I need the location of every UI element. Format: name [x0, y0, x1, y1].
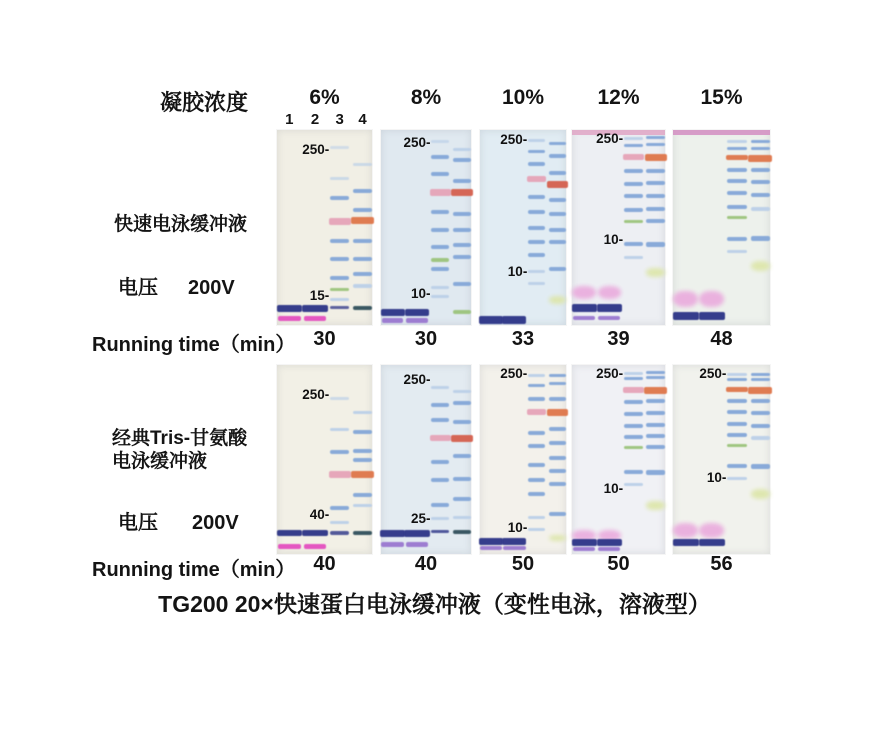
protein-band [453, 158, 471, 162]
protein-band [646, 143, 665, 146]
protein-band [751, 140, 770, 143]
protein-band [573, 316, 595, 320]
protein-band [549, 535, 566, 541]
protein-band [353, 239, 372, 243]
protein-band [527, 176, 546, 182]
protein-band [751, 236, 770, 241]
protein-band [751, 424, 770, 428]
protein-band [699, 312, 725, 320]
protein-band [528, 195, 545, 199]
protein-band [646, 423, 665, 427]
protein-band [673, 291, 698, 307]
protein-band [353, 272, 372, 276]
protein-band [727, 250, 746, 253]
protein-band [353, 257, 372, 261]
protein-band [330, 521, 349, 524]
protein-band [624, 182, 643, 186]
protein-band [624, 483, 643, 486]
gel-photo-bottom-6pct [277, 365, 372, 554]
protein-band [527, 409, 546, 415]
mw-marker-label: 40- [309, 507, 330, 522]
running-time-value: 48 [710, 328, 733, 350]
protein-band [699, 523, 724, 538]
protein-band [624, 137, 643, 140]
protein-band [431, 228, 449, 232]
protein-band [624, 424, 643, 428]
protein-band [353, 449, 372, 453]
protein-band [547, 181, 568, 188]
gel-top-dye-strip [673, 130, 770, 135]
protein-band [353, 189, 372, 193]
gel-photo-top-12pct [572, 130, 665, 325]
protein-band [503, 546, 525, 550]
protein-band [330, 239, 349, 243]
voltage-value: 200V [188, 277, 235, 299]
protein-band [624, 377, 643, 380]
protein-band [751, 261, 770, 271]
protein-band [353, 458, 372, 462]
protein-band [451, 189, 473, 196]
protein-band [549, 212, 566, 216]
lane-number: 4 [358, 111, 367, 128]
protein-band [646, 411, 665, 415]
mw-marker-label: 250- [596, 365, 624, 381]
protein-band [751, 207, 770, 211]
protein-band [646, 434, 665, 438]
protein-band [572, 286, 595, 299]
concentration-value: 15% [700, 86, 743, 109]
protein-band [502, 316, 526, 324]
protein-band [646, 169, 665, 173]
protein-band [528, 374, 545, 377]
mw-marker-label: 250- [699, 365, 727, 381]
protein-band [751, 147, 770, 150]
protein-band [549, 469, 566, 473]
protein-band [549, 240, 566, 244]
figure-caption: TG200 20×快速蛋白电泳缓冲液（变性电泳，溶液型） [158, 591, 711, 617]
protein-band [751, 411, 770, 415]
protein-band [528, 270, 545, 273]
protein-band [624, 208, 643, 212]
running-time-value: 30 [414, 328, 438, 350]
protein-band [453, 454, 471, 458]
voltage-label: 电压 [118, 512, 158, 534]
protein-band [451, 435, 473, 442]
protein-band [727, 410, 746, 414]
protein-band [528, 139, 545, 142]
protein-band [479, 316, 503, 324]
protein-band [727, 205, 746, 209]
protein-band [528, 253, 545, 257]
protein-band [528, 150, 545, 153]
protein-band [751, 436, 770, 440]
protein-band [381, 309, 405, 316]
protein-band [572, 304, 597, 312]
protein-band [453, 148, 471, 151]
protein-band [549, 198, 566, 202]
protein-band [351, 471, 374, 478]
protein-band [624, 412, 643, 416]
protein-band [673, 523, 698, 538]
protein-band [431, 403, 449, 407]
mw-marker-label: 250- [302, 141, 330, 157]
protein-band [453, 477, 471, 481]
running-time-label-top: Running time（min） [92, 334, 296, 356]
protein-band [624, 242, 643, 246]
protein-band [406, 318, 428, 323]
protein-band [549, 296, 566, 304]
protein-band [453, 243, 471, 247]
protein-band [573, 547, 595, 551]
protein-band [549, 397, 566, 401]
protein-band [727, 444, 746, 447]
protein-band [404, 530, 429, 537]
mw-marker-label: 10- [706, 470, 727, 486]
mw-marker-label: 10- [410, 285, 431, 301]
running-time-value: 39 [607, 328, 630, 350]
mw-marker-label: 250- [596, 130, 624, 146]
voltage-label: 电压 [118, 277, 158, 299]
protein-band [406, 542, 429, 547]
mw-marker-label: 250- [403, 371, 431, 387]
protein-band [453, 516, 471, 519]
protein-band [528, 528, 545, 531]
protein-band [751, 193, 770, 197]
protein-band [353, 208, 372, 212]
protein-band [453, 179, 471, 183]
concentration-value: 6% [309, 86, 340, 109]
protein-band [528, 516, 545, 519]
protein-band [646, 501, 665, 510]
protein-band [597, 304, 622, 312]
protein-band [330, 257, 349, 261]
protein-band [351, 217, 374, 224]
protein-band [646, 399, 665, 403]
protein-band [453, 530, 471, 534]
protein-band [727, 373, 746, 376]
voltage-row-top [118, 271, 235, 300]
protein-band [453, 310, 471, 314]
gel-photo-top-10pct [480, 130, 566, 325]
protein-band [528, 282, 545, 285]
protein-band [549, 382, 566, 385]
buffer-label-bottom-line1: 经典Tris-甘氨酸 [112, 428, 248, 449]
protein-band [480, 546, 502, 550]
mw-marker-label: 15- [309, 287, 330, 303]
protein-band [624, 400, 643, 404]
protein-band [549, 512, 566, 516]
running-time-value: 30 [313, 328, 336, 350]
mw-marker-label: 10- [603, 231, 624, 247]
protein-band [330, 506, 349, 510]
gel-photo-bottom-12pct [572, 365, 665, 554]
protein-band [751, 373, 770, 376]
protein-band [727, 147, 746, 150]
protein-band [624, 220, 643, 223]
running-time-value: 56 [710, 553, 733, 575]
protein-band [726, 387, 747, 392]
protein-band [278, 544, 301, 549]
protein-band [528, 431, 545, 435]
buffer-label-bottom-line2: 电泳缓冲液 [112, 451, 208, 472]
protein-band [329, 218, 351, 225]
protein-band [624, 470, 643, 474]
protein-band [624, 169, 643, 173]
protein-band [528, 240, 545, 244]
mw-marker-label: 250- [403, 134, 431, 150]
protein-band [353, 306, 372, 310]
protein-band [751, 168, 770, 172]
protein-band [623, 154, 643, 160]
protein-band [549, 441, 566, 445]
protein-band [646, 371, 665, 374]
protein-band [329, 471, 351, 478]
protein-band [330, 397, 349, 400]
protein-band [330, 531, 349, 535]
protein-band [598, 547, 620, 551]
protein-band [502, 538, 526, 545]
protein-band [549, 228, 566, 232]
protein-band [453, 390, 471, 393]
protein-band [727, 140, 746, 143]
protein-band [353, 163, 372, 166]
protein-band [751, 464, 770, 469]
protein-band [353, 430, 372, 434]
gel-photo-bottom-8pct [381, 365, 471, 554]
protein-band [430, 189, 451, 196]
protein-band [528, 397, 545, 401]
running-time-value: 40 [414, 553, 438, 575]
protein-band [330, 276, 349, 280]
protein-band [405, 309, 429, 316]
concentration-value: 8% [410, 86, 442, 109]
running-time-label-bottom: Running time（min） [92, 559, 296, 581]
protein-band [751, 399, 770, 403]
protein-band [431, 517, 449, 520]
protein-band [431, 155, 449, 159]
buffer-label-top: 快速电泳缓冲液 [114, 214, 248, 235]
running-time-value: 40 [313, 553, 336, 575]
protein-band [304, 316, 327, 321]
protein-band [431, 258, 449, 262]
protein-band [528, 210, 545, 214]
protein-band [645, 154, 667, 161]
protein-band [431, 286, 449, 289]
protein-band [646, 136, 665, 139]
lane-number: 1 [285, 111, 294, 128]
protein-band [624, 194, 643, 198]
protein-band [431, 245, 449, 249]
protein-band [699, 291, 724, 307]
protein-band [727, 433, 746, 437]
protein-band [453, 212, 471, 216]
mw-marker-label: 10- [603, 480, 624, 496]
protein-band [748, 387, 772, 394]
protein-band [751, 489, 770, 499]
protein-band [431, 172, 449, 176]
protein-band [646, 194, 665, 198]
protein-band [277, 305, 303, 312]
protein-band [624, 256, 643, 259]
protein-band [453, 282, 471, 286]
lane-number: 3 [335, 111, 344, 128]
mw-marker-label: 250- [302, 386, 330, 402]
protein-band [727, 168, 746, 172]
protein-band [431, 503, 449, 507]
protein-band [549, 171, 566, 175]
protein-band [330, 298, 349, 301]
protein-band [330, 146, 349, 149]
protein-band [302, 305, 328, 312]
protein-band [623, 387, 643, 393]
protein-band [528, 444, 545, 448]
protein-band [699, 539, 725, 546]
protein-band [727, 191, 746, 195]
protein-band [528, 478, 545, 482]
protein-band [727, 477, 746, 480]
protein-band [382, 318, 404, 323]
protein-band [453, 255, 471, 259]
protein-band [330, 288, 349, 291]
protein-band [727, 422, 746, 426]
protein-band [528, 492, 545, 496]
protein-band [644, 387, 667, 394]
protein-band [646, 470, 665, 475]
protein-band [304, 544, 327, 549]
protein-band [624, 144, 643, 147]
protein-band [549, 456, 566, 460]
protein-band [528, 162, 545, 166]
mw-marker-label: 25- [410, 510, 431, 526]
protein-band [278, 316, 301, 321]
protein-band [431, 478, 449, 482]
protein-band [431, 295, 449, 298]
protein-band [549, 427, 566, 431]
protein-band [624, 435, 643, 439]
protein-band [453, 401, 471, 405]
protein-band [431, 418, 449, 422]
protein-band [748, 155, 772, 162]
protein-band [673, 312, 699, 320]
concentration-value: 10% [501, 86, 545, 109]
protein-band [302, 530, 328, 536]
protein-band [528, 384, 545, 387]
protein-band [431, 386, 449, 389]
protein-band [547, 409, 568, 416]
mw-marker-label: 10- [507, 264, 528, 280]
protein-band [598, 286, 621, 299]
lane-number: 2 [310, 111, 320, 128]
protein-band [330, 196, 349, 200]
protein-band [549, 482, 566, 486]
protein-band [624, 446, 643, 449]
protein-band [726, 155, 747, 160]
gel-photo-top-8pct [381, 130, 471, 325]
protein-band [430, 435, 451, 441]
protein-band [431, 530, 449, 533]
protein-band [353, 531, 372, 535]
protein-band [549, 154, 566, 158]
gel-photo-top-6pct [277, 130, 372, 325]
protein-band [727, 464, 746, 468]
protein-band [727, 216, 746, 219]
protein-band [353, 284, 372, 288]
protein-band [646, 268, 665, 277]
protein-band [673, 539, 699, 546]
voltage-value: 200V [192, 512, 239, 534]
protein-band [431, 210, 449, 214]
protein-band [453, 228, 471, 232]
protein-band [751, 180, 770, 184]
protein-band [330, 428, 349, 431]
gel-photo-bottom-10pct [480, 365, 566, 554]
voltage-row-bottom [118, 506, 239, 535]
running-time-value: 50 [511, 553, 535, 575]
running-time-value: 33 [511, 328, 535, 350]
protein-band [431, 460, 449, 464]
protein-band [549, 142, 566, 145]
protein-band [330, 306, 349, 309]
protein-band [380, 530, 405, 537]
protein-band [479, 538, 503, 545]
protein-band [353, 411, 372, 414]
protein-band [624, 372, 643, 375]
mw-marker-label: 250- [500, 366, 528, 382]
protein-band [549, 374, 566, 377]
protein-band [353, 493, 372, 497]
gel-photo-top-15pct [673, 130, 770, 325]
protein-band [727, 179, 746, 183]
protein-band [431, 140, 449, 143]
running-time-value: 50 [607, 553, 630, 575]
mw-marker-label: 250- [500, 131, 528, 147]
protein-band [646, 242, 665, 247]
protein-band [646, 445, 665, 449]
protein-band [330, 177, 349, 180]
protein-band [572, 539, 597, 546]
mw-marker-label: 10- [507, 519, 528, 535]
protein-band [353, 504, 372, 507]
protein-band [646, 207, 665, 211]
protein-band [598, 316, 620, 320]
protein-band [277, 530, 303, 536]
protein-band [727, 399, 746, 403]
protein-band [549, 267, 566, 271]
protein-band [646, 376, 665, 379]
protein-band [431, 267, 449, 271]
protein-band [453, 420, 471, 424]
protein-band [381, 542, 404, 547]
protein-band [528, 226, 545, 230]
concentration-value: 12% [597, 86, 640, 109]
protein-band [646, 181, 665, 185]
protein-band [751, 378, 770, 381]
gel-concentration-label: 凝胶浓度 [160, 90, 249, 115]
protein-band [646, 219, 665, 223]
protein-band [597, 539, 622, 546]
protein-band [727, 378, 746, 381]
protein-band [727, 237, 746, 241]
protein-band [453, 497, 471, 501]
protein-band [330, 450, 349, 454]
gel-photo-bottom-15pct [673, 365, 770, 554]
protein-band [528, 463, 545, 467]
